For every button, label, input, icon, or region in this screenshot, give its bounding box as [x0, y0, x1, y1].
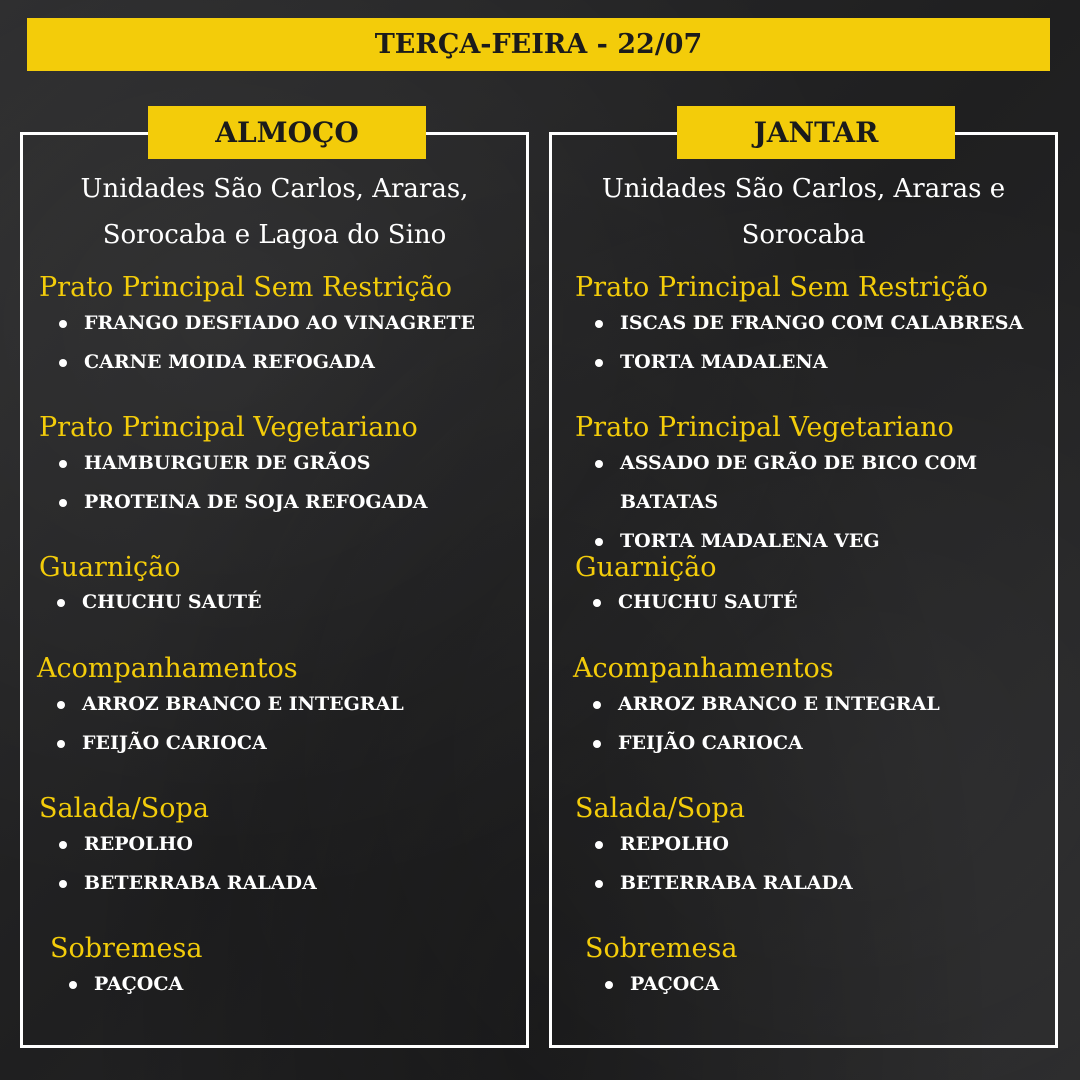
- list-item: CHUCHU SAUTÉ: [57, 583, 262, 622]
- dinner-side-heading: Guarnição: [575, 552, 717, 583]
- list-item: BETERRABA RALADA: [595, 864, 853, 903]
- lunch-accomp-list: [57, 685, 404, 763]
- list-item: REPOLHO: [59, 825, 317, 864]
- lunch-side-list: [57, 583, 262, 622]
- list-item: FRANGO DESFIADO AO VINAGRETE: [59, 304, 475, 343]
- lunch-veg-list: [59, 444, 428, 522]
- dinner-units-line2: Sorocaba: [741, 220, 866, 250]
- lunch-side-heading: Guarnição: [39, 552, 181, 583]
- list-item: REPOLHO: [595, 825, 853, 864]
- list-item: CARNE MOIDA REFOGADA: [59, 343, 475, 382]
- lunch-units-line2: Sorocaba e Lagoa do Sino: [102, 220, 447, 250]
- list-item: HAMBURGUER DE GRÃOS: [59, 444, 428, 483]
- dinner-side-list: [593, 583, 798, 622]
- lunch-salad-list: [59, 825, 317, 903]
- lunch-accomp-heading: Acompanhamentos: [37, 653, 298, 684]
- list-item: ARROZ BRANCO E INTEGRAL: [57, 685, 404, 724]
- list-item: CHUCHU SAUTÉ: [593, 583, 798, 622]
- list-item: PAÇOCA: [605, 965, 719, 1004]
- dinner-main-list: [595, 304, 1023, 382]
- lunch-veg-heading: Prato Principal Vegetariano: [39, 412, 418, 443]
- list-item: FEIJÃO CARIOCA: [57, 724, 404, 763]
- list-item: ISCAS DE FRANGO COM CALABRESA: [595, 304, 1023, 343]
- lunch-salad-heading: Salada/Sopa: [39, 793, 209, 824]
- list-item: FEIJÃO CARIOCA: [593, 724, 940, 763]
- lunch-dessert-list: [69, 965, 183, 1004]
- list-item-continuation: BATATAS: [620, 491, 719, 513]
- list-item: ASSADO DE GRÃO DE BICO COM: [595, 444, 977, 483]
- dinner-salad-heading: Salada/Sopa: [575, 793, 745, 824]
- list-item: PAÇOCA: [69, 965, 183, 1004]
- dinner-title: JANTAR: [677, 106, 955, 159]
- dinner-main-heading: Prato Principal Sem Restrição: [575, 272, 989, 303]
- lunch-units-line1: Unidades São Carlos, Araras,: [80, 174, 469, 204]
- dinner-veg-list: [595, 444, 977, 561]
- date-banner: TERÇA-FEIRA - 22/07: [27, 18, 1050, 71]
- dinner-salad-list: [595, 825, 853, 903]
- dinner-accomp-heading: Acompanhamentos: [573, 653, 834, 684]
- dinner-dessert-list: [605, 965, 719, 1004]
- lunch-main-list: [59, 304, 475, 382]
- list-item: PROTEINA DE SOJA REFOGADA: [59, 483, 428, 522]
- lunch-main-heading: Prato Principal Sem Restrição: [39, 272, 453, 303]
- lunch-title: ALMOÇO: [148, 106, 426, 159]
- list-item: ARROZ BRANCO E INTEGRAL: [593, 685, 940, 724]
- list-item: TORTA MADALENA: [595, 343, 1023, 382]
- dinner-accomp-list: [593, 685, 940, 763]
- list-item: TORTA MADALENA VEG: [595, 522, 977, 561]
- lunch-units: [20, 166, 529, 258]
- dinner-units: [549, 166, 1058, 258]
- dinner-units-line1: Unidades São Carlos, Araras e: [601, 174, 1006, 204]
- list-item: BETERRABA RALADA: [59, 864, 317, 903]
- dinner-dessert-heading: Sobremesa: [585, 933, 738, 964]
- dinner-veg-heading: Prato Principal Vegetariano: [575, 412, 954, 443]
- lunch-dessert-heading: Sobremesa: [50, 933, 203, 964]
